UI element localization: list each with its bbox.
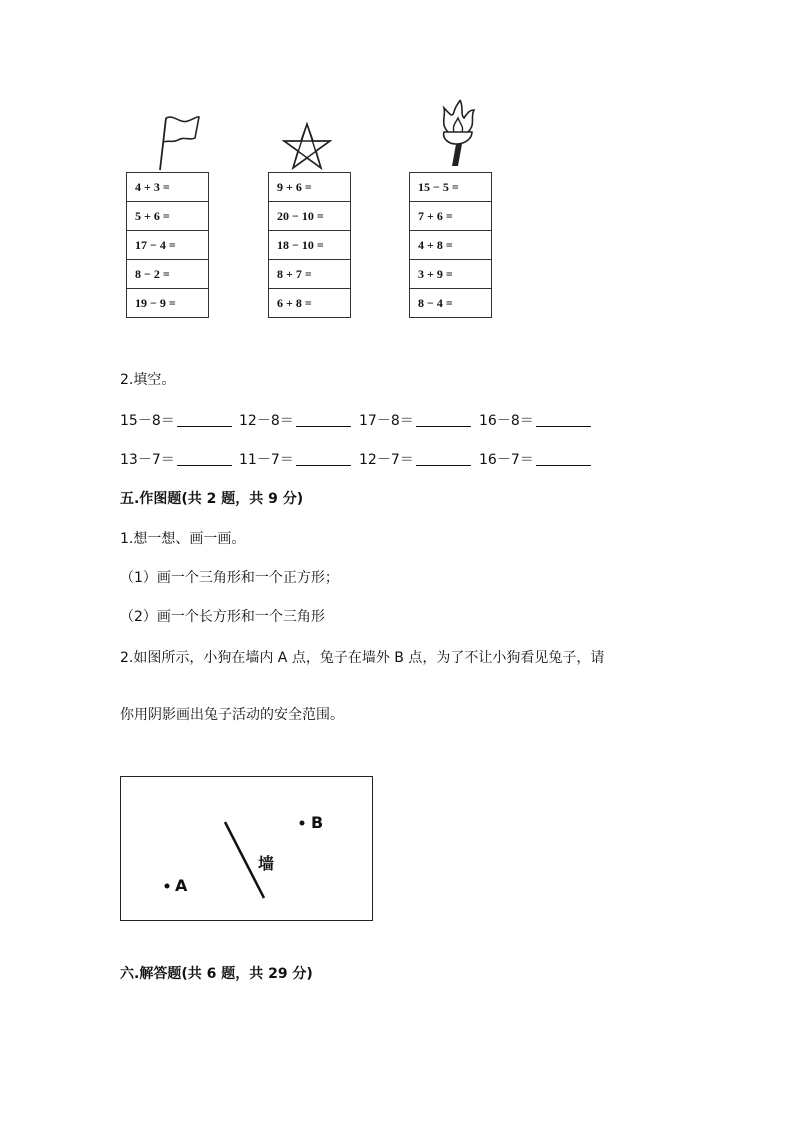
table-row: 18 − 10 = bbox=[269, 231, 350, 260]
equation bbox=[120, 410, 232, 430]
answer-blank[interactable] bbox=[296, 451, 351, 466]
table-row: 7 + 6 = bbox=[410, 202, 491, 231]
question-text: 2.如图所示，小狗在墙内 A 点，兔子在墙外 B 点，为了不让小狗看见兔子，请 bbox=[120, 650, 605, 666]
question-subitem: （1）画一个三角形和一个正方形； bbox=[120, 570, 339, 586]
equation-text: 12－7＝ bbox=[359, 452, 414, 468]
table-row: 6 + 8 = bbox=[277, 296, 312, 310]
equation bbox=[239, 449, 351, 469]
equation bbox=[359, 410, 471, 430]
table-row: 8 − 4 = bbox=[418, 296, 453, 310]
question-subitem: （2）画一个长方形和一个三角形 bbox=[120, 609, 325, 625]
table-row: 5 + 6 = bbox=[127, 202, 208, 231]
equation bbox=[479, 449, 591, 469]
wall-label: 墙 bbox=[258, 854, 275, 873]
equation-text: 16－8＝ bbox=[479, 413, 534, 429]
answer-blank[interactable] bbox=[177, 451, 232, 466]
torch-icon bbox=[430, 98, 485, 170]
equation bbox=[479, 410, 591, 430]
answer-blank[interactable] bbox=[416, 451, 471, 466]
table-row: 20 − 10 = bbox=[269, 202, 350, 231]
section-title: 六.解答题(共 6 题，共 29 分) bbox=[120, 966, 313, 982]
answer-blank[interactable] bbox=[416, 412, 471, 427]
equation-text: 11－7＝ bbox=[239, 452, 294, 468]
question-text: 1.想一想、画一画。 bbox=[120, 531, 246, 547]
answer-blank[interactable] bbox=[536, 412, 591, 427]
table-row: 8 + 7 = bbox=[269, 260, 350, 289]
question-title: 2.填空。 bbox=[120, 372, 176, 388]
point-b-label: B bbox=[311, 813, 324, 832]
section-title: 五.作图题(共 2 题，共 9 分) bbox=[120, 491, 304, 507]
table-row: 19 − 9 = bbox=[135, 296, 176, 310]
equation-text: 16－7＝ bbox=[479, 452, 534, 468]
equation-text: 12－8＝ bbox=[239, 413, 294, 429]
table-row: 3 + 9 = bbox=[410, 260, 491, 289]
table-row: 4 + 8 = bbox=[410, 231, 491, 260]
equation-text: 13－7＝ bbox=[120, 452, 175, 468]
answer-blank[interactable] bbox=[536, 451, 591, 466]
equation bbox=[239, 410, 351, 430]
math-table-star bbox=[268, 172, 351, 318]
point-a-label: A bbox=[175, 876, 188, 895]
star-icon bbox=[282, 122, 332, 170]
wall-diagram bbox=[120, 776, 373, 921]
table-row: 9 + 6 = bbox=[269, 173, 350, 202]
table-row: 8 − 2 = bbox=[127, 260, 208, 289]
question-text: 你用阴影画出兔子活动的安全范围。 bbox=[120, 707, 344, 723]
answer-blank[interactable] bbox=[177, 412, 232, 427]
table-row: 17 − 4 = bbox=[127, 231, 208, 260]
answer-blank[interactable] bbox=[296, 412, 351, 427]
equation-text: 17－8＝ bbox=[359, 413, 414, 429]
math-table-torch bbox=[409, 172, 492, 318]
math-table-flag bbox=[126, 172, 209, 318]
table-row: 15 − 5 = bbox=[410, 173, 491, 202]
equation bbox=[120, 449, 232, 469]
equation-text: 15－8＝ bbox=[120, 413, 175, 429]
table-row: 4 + 3 = bbox=[127, 173, 208, 202]
equation bbox=[359, 449, 471, 469]
flag-icon bbox=[150, 112, 205, 172]
wall-line bbox=[121, 777, 374, 922]
